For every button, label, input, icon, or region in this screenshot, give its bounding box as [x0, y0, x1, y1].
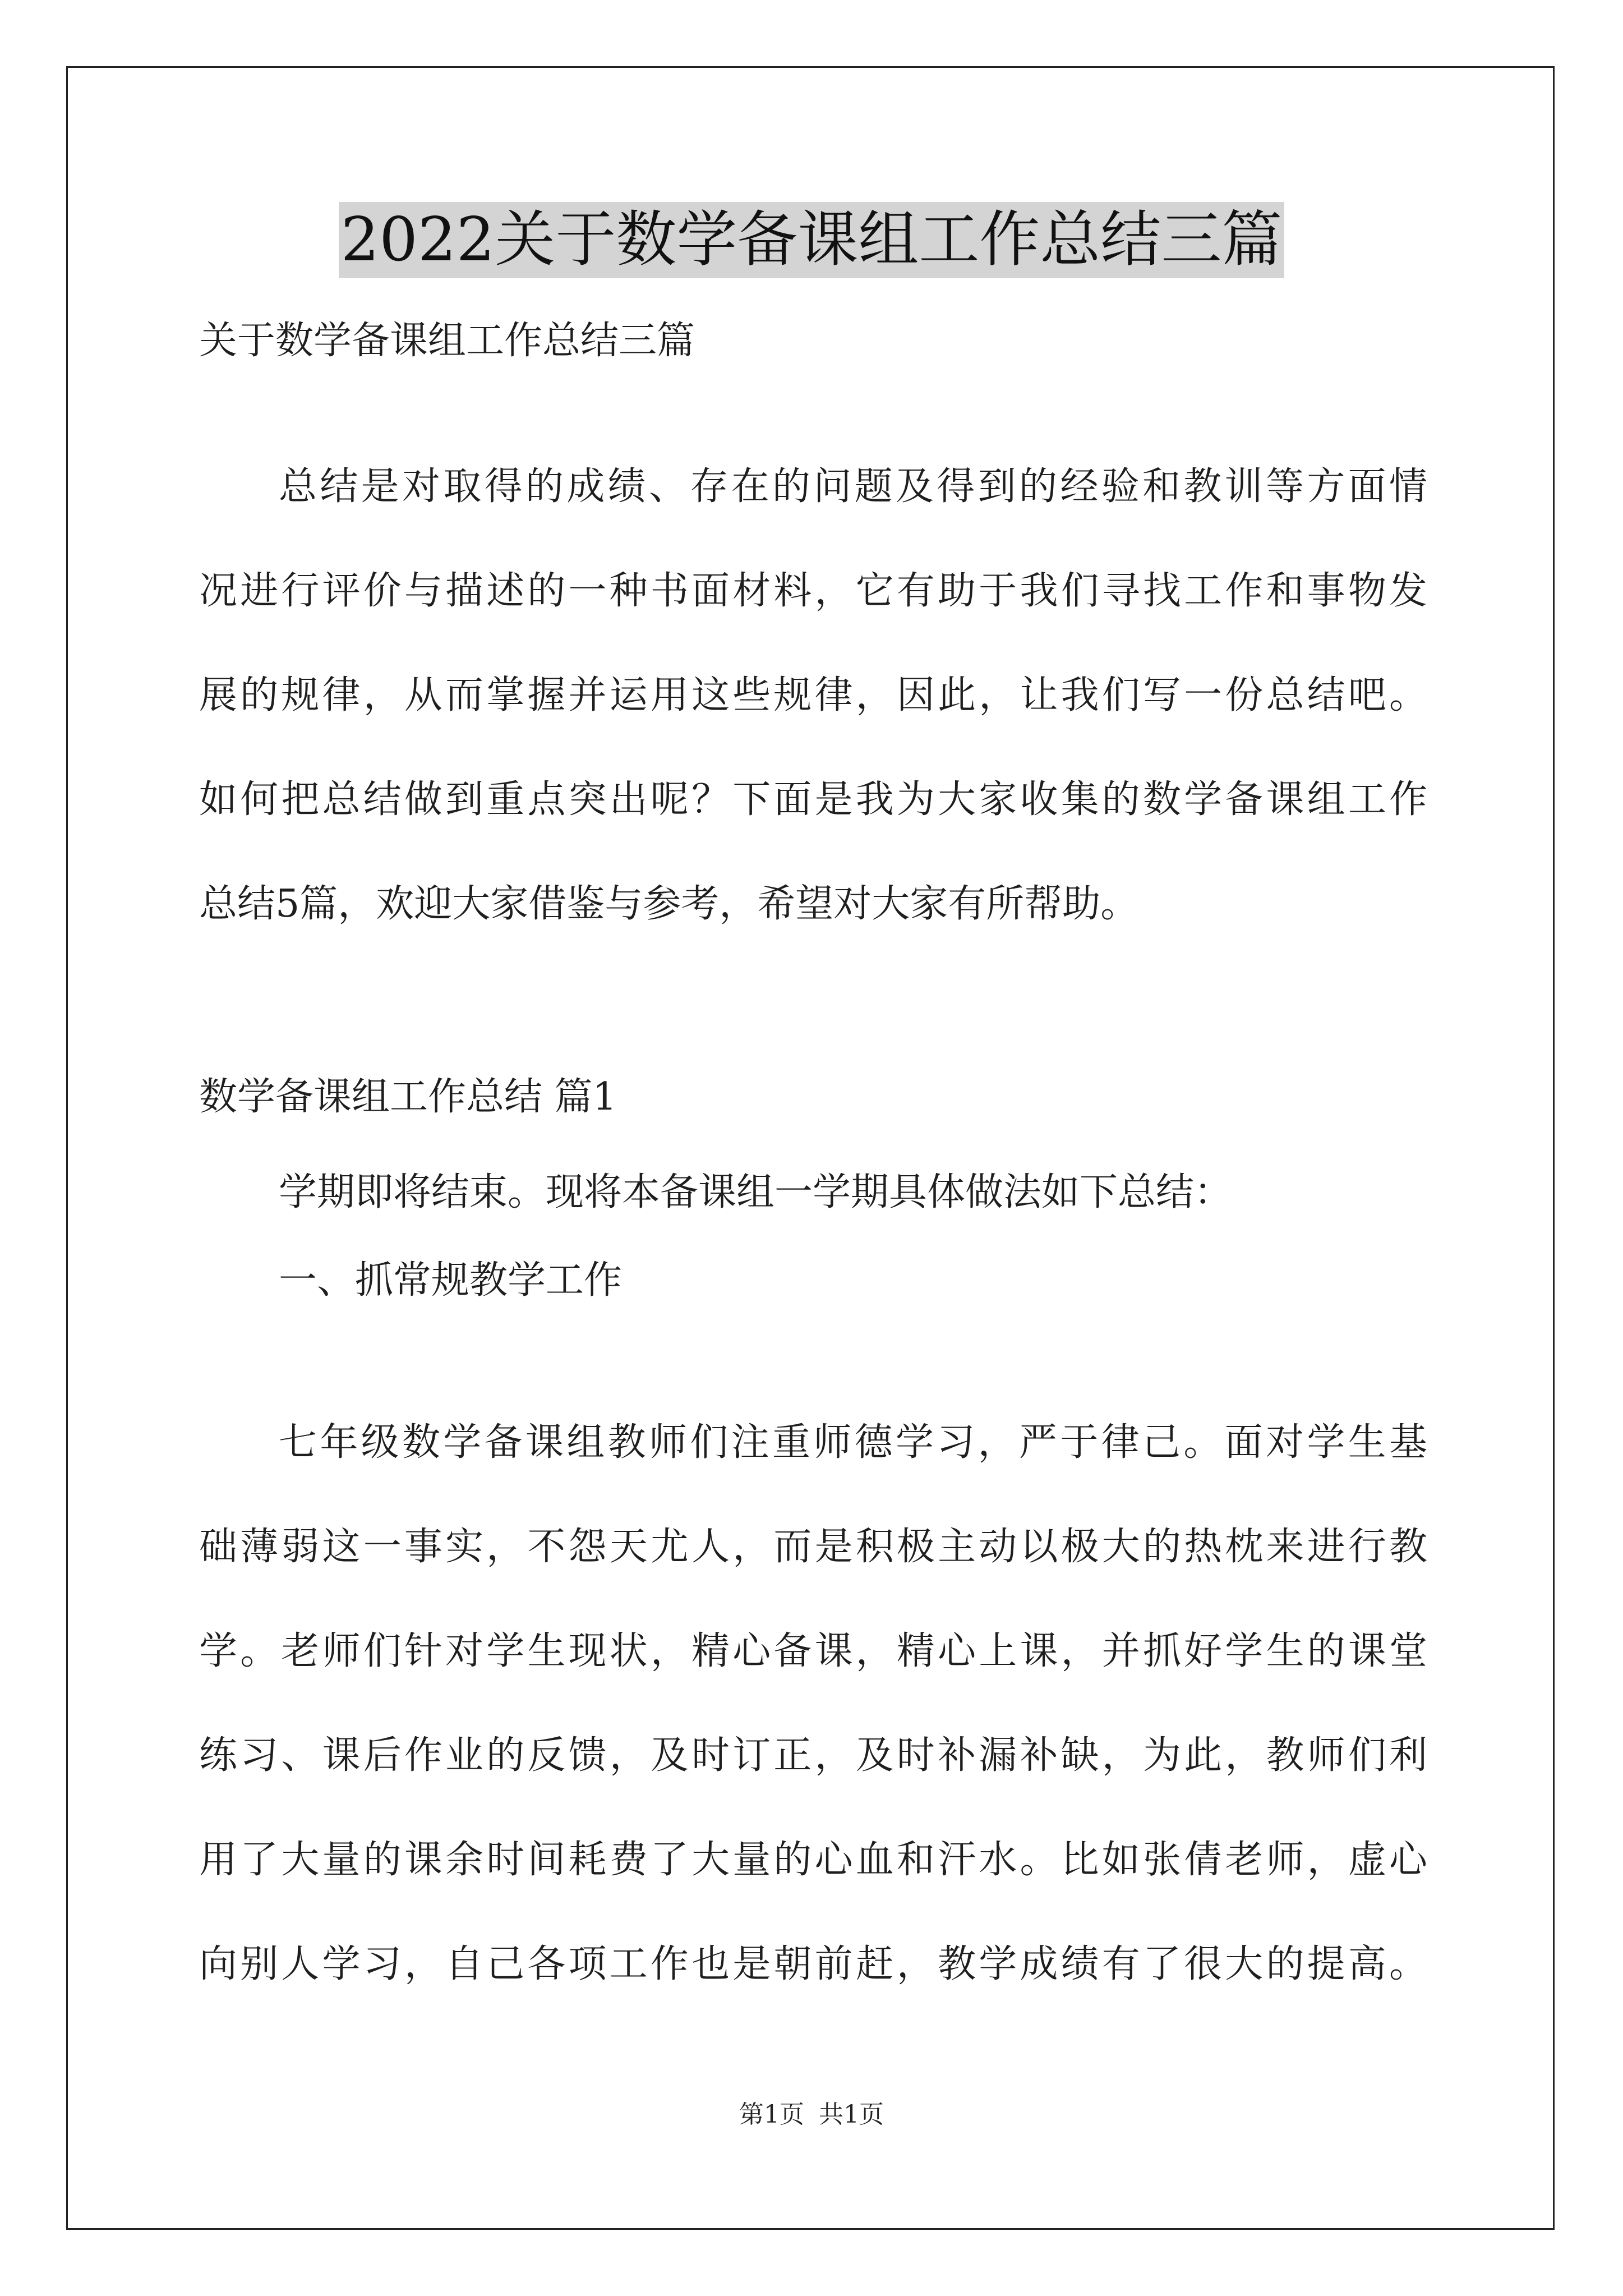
body-line-3: 学。老师们针对学生现状，精心备课，精心上课，并抓好学生的课堂: [199, 1629, 1427, 1673]
body-line-1: 七年级数学备课组教师们注重师德学习，严于律己。面对学生基: [279, 1420, 1427, 1465]
body-line-2: 础薄弱这一事实，不怨天尤人，而是积极主动以极大的热枕来进行教: [199, 1525, 1427, 1569]
body-line-5: 用了大量的课余时间耗费了大量的心血和汗水。比如张倩老师，虚心: [199, 1838, 1427, 1882]
document-subtitle: 关于数学备课组工作总结三篇: [199, 319, 695, 363]
page-number: 第1页: [739, 2100, 804, 2129]
intro-line-4: 如何把总结做到重点突出呢？下面是我为大家收集的数学备课组工作: [199, 777, 1427, 822]
page-border: [66, 66, 1555, 2230]
section-heading: 数学备课组工作总结 篇1: [199, 1075, 617, 1119]
subheading: 一、抓常规教学工作: [279, 1258, 623, 1303]
page-total: 共1页: [819, 2100, 884, 2129]
intro-line-3: 展的规律，从而掌握并运用这些规律，因此，让我们写一份总结吧。: [199, 673, 1427, 717]
intro-line-1: 总结是对取得的成绩、存在的问题及得到的经验和教训等方面情: [279, 464, 1427, 509]
section-intro: 学期即将结束。现将本备课组一学期具体做法如下总结：: [279, 1170, 1233, 1214]
page-footer: [0, 2099, 1623, 2131]
body-line-4: 练习、课后作业的反馈，及时订正，及时补漏补缺，为此，教师们利: [199, 1733, 1427, 1778]
body-line-6: 向别人学习，自己各项工作也是朝前赶，教学成绩有了很大的提高。: [199, 1942, 1427, 1986]
intro-line-2: 况进行评价与描述的一种书面材料，它有助于我们寻找工作和事物发: [199, 569, 1427, 613]
title-container: [0, 202, 1623, 278]
intro-line-5: 总结5篇，欢迎大家借鉴与参考，希望对大家有所帮助。: [199, 882, 1139, 926]
document-title: 2022关于数学备课组工作总结三篇: [339, 202, 1285, 278]
